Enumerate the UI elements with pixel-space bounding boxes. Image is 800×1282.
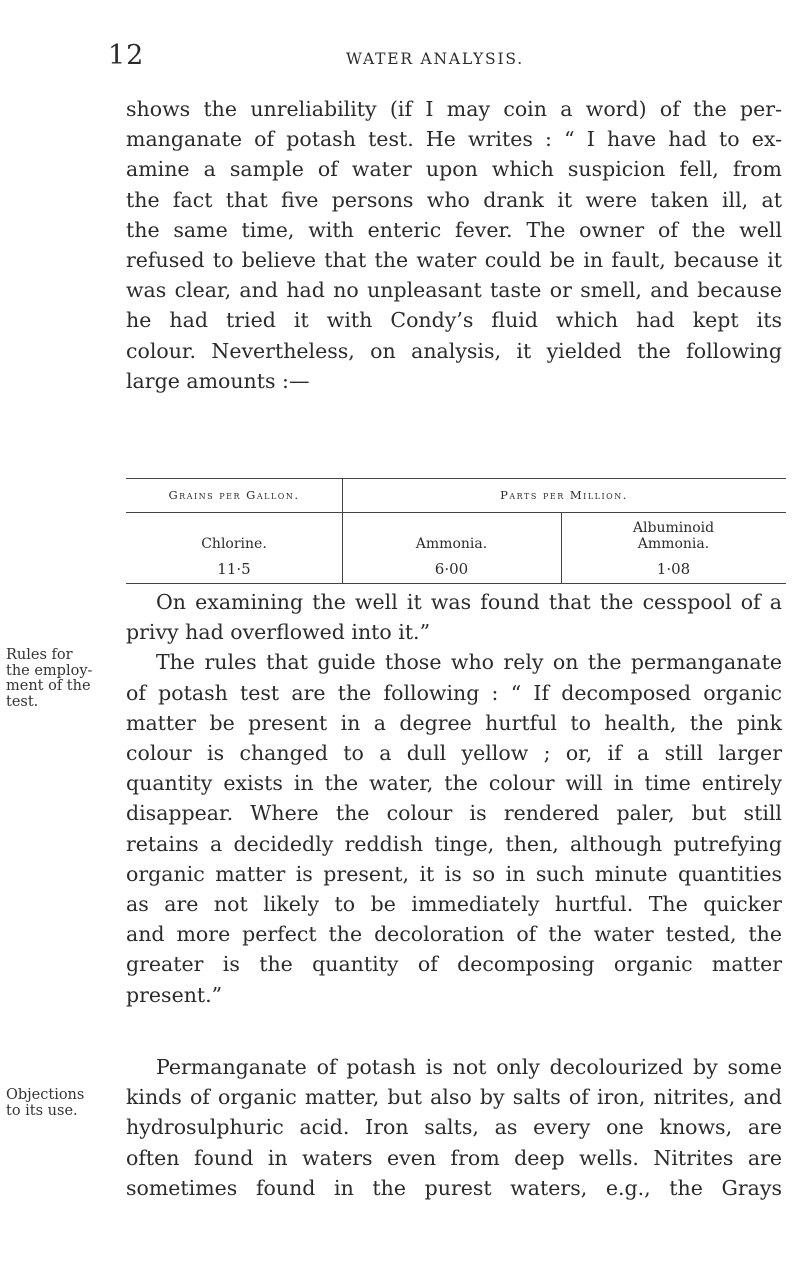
text-line: colour is changed to a dull yellow ; or, if a still larger <box>126 741 782 766</box>
table-rule-top <box>126 478 786 479</box>
chlorine-label: Chlorine. <box>201 536 267 552</box>
table-rule-bottom <box>126 583 786 584</box>
text-line: retains a decidedly reddish tinge, then, although putrefying <box>126 831 782 856</box>
margin-note-rules <box>6 648 118 710</box>
text-line: large amounts :— <box>126 368 310 393</box>
margin-note-line: Objections <box>6 1087 85 1103</box>
chlorine-value: 11·5 <box>217 560 251 578</box>
margin-note-line: Rules for <box>6 647 73 663</box>
text-line: privy had overflowed into it.” <box>126 620 431 645</box>
margin-note-objections <box>6 1088 118 1119</box>
text-line: sometimes found in the purest waters, e.g., the Grays <box>126 1175 782 1200</box>
text-line: kinds of organic matter, but also by salts of iron, nitrites, and <box>126 1085 782 1110</box>
text-line: and more perfect the decoloration of the water tested, the <box>126 922 782 947</box>
paragraph-1 <box>126 94 782 396</box>
text-line: colour. Nevertheless, on analysis, it yielded the following <box>126 338 782 363</box>
paragraph-2 <box>126 587 782 1010</box>
text-line: manganate of potash test. He writes : “ I have had to ex- <box>126 127 782 152</box>
albuminoid-label: Albuminoid <box>632 520 715 536</box>
margin-note-line: the employ- <box>6 662 93 679</box>
margin-note-line: to its use. <box>6 1102 78 1119</box>
albuminoid-ammonia-label: Ammonia. <box>637 536 710 552</box>
text-line: of potash test are the following : “ If decomposed organic <box>126 680 782 705</box>
margin-note-line: ment of the <box>6 678 91 694</box>
text-line: he had tried it with Condy’s fluid which had kept its <box>126 308 782 333</box>
text-line: matter be present in a degree hurtful to health, the pink <box>126 710 782 735</box>
text-line: Permanganate of potash is not only decolourized by some <box>156 1055 782 1079</box>
text-line: organic matter is present, it is so in such minute quantities <box>126 861 782 886</box>
text-line: disappear. Where the colour is rendered paler, but still <box>126 801 782 826</box>
text-line: shows the unreliability (if I may coin a word) of the per- <box>126 97 782 121</box>
page-number: 12 <box>108 40 145 71</box>
table-rule-middle <box>126 512 786 513</box>
text-line: hydrosulphuric acid. Iron salts, as every one knows, are <box>126 1115 782 1140</box>
running-title: WATER ANALYSIS. <box>346 50 524 68</box>
ammonia-value: 6·00 <box>434 560 469 578</box>
albuminoid-ammonia-value: 1·08 <box>656 560 691 578</box>
margin-note-line: test. <box>6 693 39 710</box>
paragraph-3 <box>126 1052 782 1203</box>
text-line: On examining the well it was found that the cesspool of a <box>156 590 782 614</box>
text-line: greater is the quantity of decomposing organic matter <box>126 952 782 977</box>
ammonia-label: Ammonia. <box>415 536 488 552</box>
text-line: as are not likely to be immediately hurtful. The quicker <box>126 892 782 917</box>
text-line: amine a sample of water upon which suspicion fell, from <box>126 157 782 182</box>
text-line: was clear, and had no unpleasant taste or smell, and because <box>126 278 782 303</box>
text-line: quantity exists in the water, the colour will in time entirely <box>126 771 782 796</box>
text-line: The rules that guide those who rely on the permanganate <box>156 650 782 675</box>
text-line: the fact that five persons who drank it were taken ill, at <box>126 187 782 212</box>
parts-per-million-header: Parts per Million. <box>500 488 628 502</box>
grains-per-gallon-header: Grains per Gallon. <box>168 488 300 502</box>
text-line: present.” <box>126 982 223 1007</box>
text-line: the same time, with enteric fever. The owner of the well <box>126 217 782 242</box>
text-line: refused to believe that the water could be in fault, because it <box>126 248 782 273</box>
text-line: often found in waters even from deep wells. Nitrites are <box>126 1145 782 1170</box>
